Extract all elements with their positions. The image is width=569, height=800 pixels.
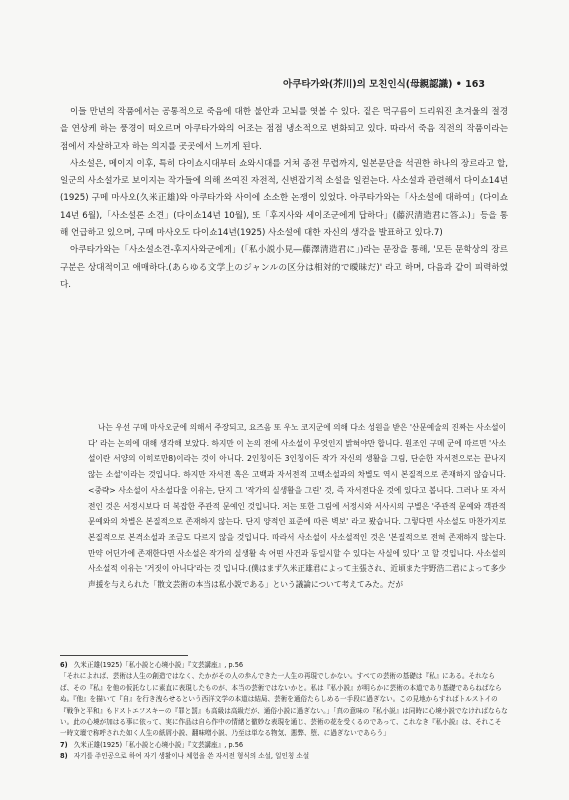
footnote [60, 740, 508, 751]
body-text [60, 104, 508, 294]
quote-paragraph: 나는 우선 구메 마사오군에 의해서 주장되고, 요즈음 또 우노 코지군에 의해 다소 성원을 받은 '산문예술의 진짜는 사소설이다' 라는 논의에 대해 생각해 보았다. 하지만 이 논의 전에 사소설이 무엇인지 밝혀야만 합니다. 원조인 구메 군에 따르면 '사소설이란 서양의 이히로만8)이라는 것이 아니다. 2인칭이든 3인칭이든 작가 자신의 생활을 그림, 단순한 자서전으로는 끝나지 않는 소설'이라는 것입니다. 하지만 자서전 혹은 고백과 자서전적 고백소설과의 차별도 역시 본질적으로 존재하지 않습니다. <중략> 사소설이 사소설다울 이유는, 단지 그 '작가의 실생활을 그린' 것, 즉 자서전다운 것에 있다고 봅니다. 그러나 또 자서전인 것은 서정시보다 더 복잡한 주관적 문예인 것입니다. 저는 또한 그림에 서정시와 서사시의 구별은 '주관적 문예와 객관적 문예와의 차별은 본질적으로 존재하지 않는다. 단지 양적인 표준에 따른 벽보' 라고 봤습니다. 그렇다면 사소설도 마찬가지로 본질적으로 본격소설과 조금도 다르지 않을 것입니다. 따라서 사소설이 사소설적인 것은 '본질적으로 전혀 존재하지 않는다. 만약 어딘가에 존재한다면 사소설은 작가의 실생활 속 어떤 사건과 동일시할 수 있다는 사실에 있다' 고 할 것입니다. 사소설의 사소설적 이유는 '거짓이 아니다'라는 것 입니다.(僕はまず久米正雄君によって主張され、近頃また宇野浩二君によって多少声援を与えられた「散文芸術の本当は私小説である」という議論について考えてみた。だが [88, 423, 506, 590]
body-paragraph: 사소설은, 메이지 이후, 특히 다이쇼시대부터 쇼와시대를 거쳐 종전 무렵까지, 일본문단을 석권한 하나의 장르라고 할, 일군의 사소설가로 보이지는 작가들에 의해 쓰여진 자전적, 신변잡기적 소설을 일컫는다. 사소설과 관련해서 다이쇼14년(1925) 구메 마사오(久米正雄)와 아쿠타가와 사이에 소소한 논쟁이 있었다. 아쿠타가와는「사소설에 대하여」(다이쇼14년 6월),「사소설론 소견」(다이쇼14년 10월), 또「후지사와 세이조군에게 답하다」(藤沢清造君に答ふ)」등을 통해 언급하고 있으며, 구메 마사오도 다이쇼14년(1925) 사소설에 대한 자신의 생각을 발표하고 있다.7) [60, 158, 508, 239]
footnote [60, 660, 508, 740]
footnote-text: 久米正雄(1925)「私小説と心境小説」『文芸講座』, p.56 「それによれば、芸術は人生の創造ではなく、たかがその人の歩んできた一人生の再現でしかない。すべての芸術の基礎は『私』にある。それならば、その『私』を他の仮託なしに素直に表現したものが、本当の芸術ではないかと。私は『私小説』が明らかに芸術の本道であり基礎であらねばならぬ。『他』を描いて『自』を行き洩らせるという西洋文学の本道は結局、芸術を通俗たらしめる一手段に過ぎない。この見地からすればトルストイの『戦争と平和』もドストエフスキーの『罪と罰』も高級は高級だが、通俗小説に過ぎない。」「真の意味の『私小説』は同時に心境小説でなければならない。此の心境が加はる事に依って、実に作品は自ら作中の情緒と徹妙な表現を通じ、芸術の花を受くるのであって、これなき『私小説』は、それこそ一時文壇で称呼された如く人生の紙屑小説、翻味噌小説、乃至は単なる物気、悪弊、堕、に過ぎないであらう」 [60, 661, 508, 738]
footnote-text: 자기를 주인공으로 하여 자기 생활이나 체험을 쓴 자서전 형식의 소설, 일인칭 소설 [73, 752, 310, 761]
footnote-number: 6) [60, 661, 68, 669]
block-quote [88, 420, 506, 593]
footnote-rule [60, 655, 188, 656]
body-paragraph: 이들 만년의 작품에서는 공통적으로 죽음에 대한 불안과 고뇌를 엿볼 수 있다. 짙은 먹구름이 드리워진 초겨울의 절경을 연상케 하는 풍경이 떠오르며 아쿠타가와의 어조는 점점 냉소적으로 변화되고 있다. 따라서 죽음 직전의 작품이라는 점에서 자살하고자 하는 의지를 곳곳에서 느끼게 된다. [60, 107, 508, 152]
footnote [60, 751, 508, 762]
footnotes [60, 660, 508, 763]
footnote-number: 7) [60, 740, 68, 749]
footnote-number: 8) [60, 752, 68, 761]
running-head: 아쿠타가와(芥川)의 모친인식(母親認識) • 163 [283, 79, 485, 90]
footnote-text: 久米正雄(1925)「私小説と心境小説」『文芸講座』, p.56 [73, 740, 244, 749]
body-paragraph: 아쿠타가와는「사소설소견-후지사와군에게」(「私小説小見―藤澤清造君に」)라는 문장을 통해, '모든 문학상의 장르 구분은 상대적이고 애매하다.(あらゆる文学上のジャンルの区分は相対的で曖昧だ)' 라고 하며, 다음과 같이 피력하였다. [60, 245, 508, 290]
